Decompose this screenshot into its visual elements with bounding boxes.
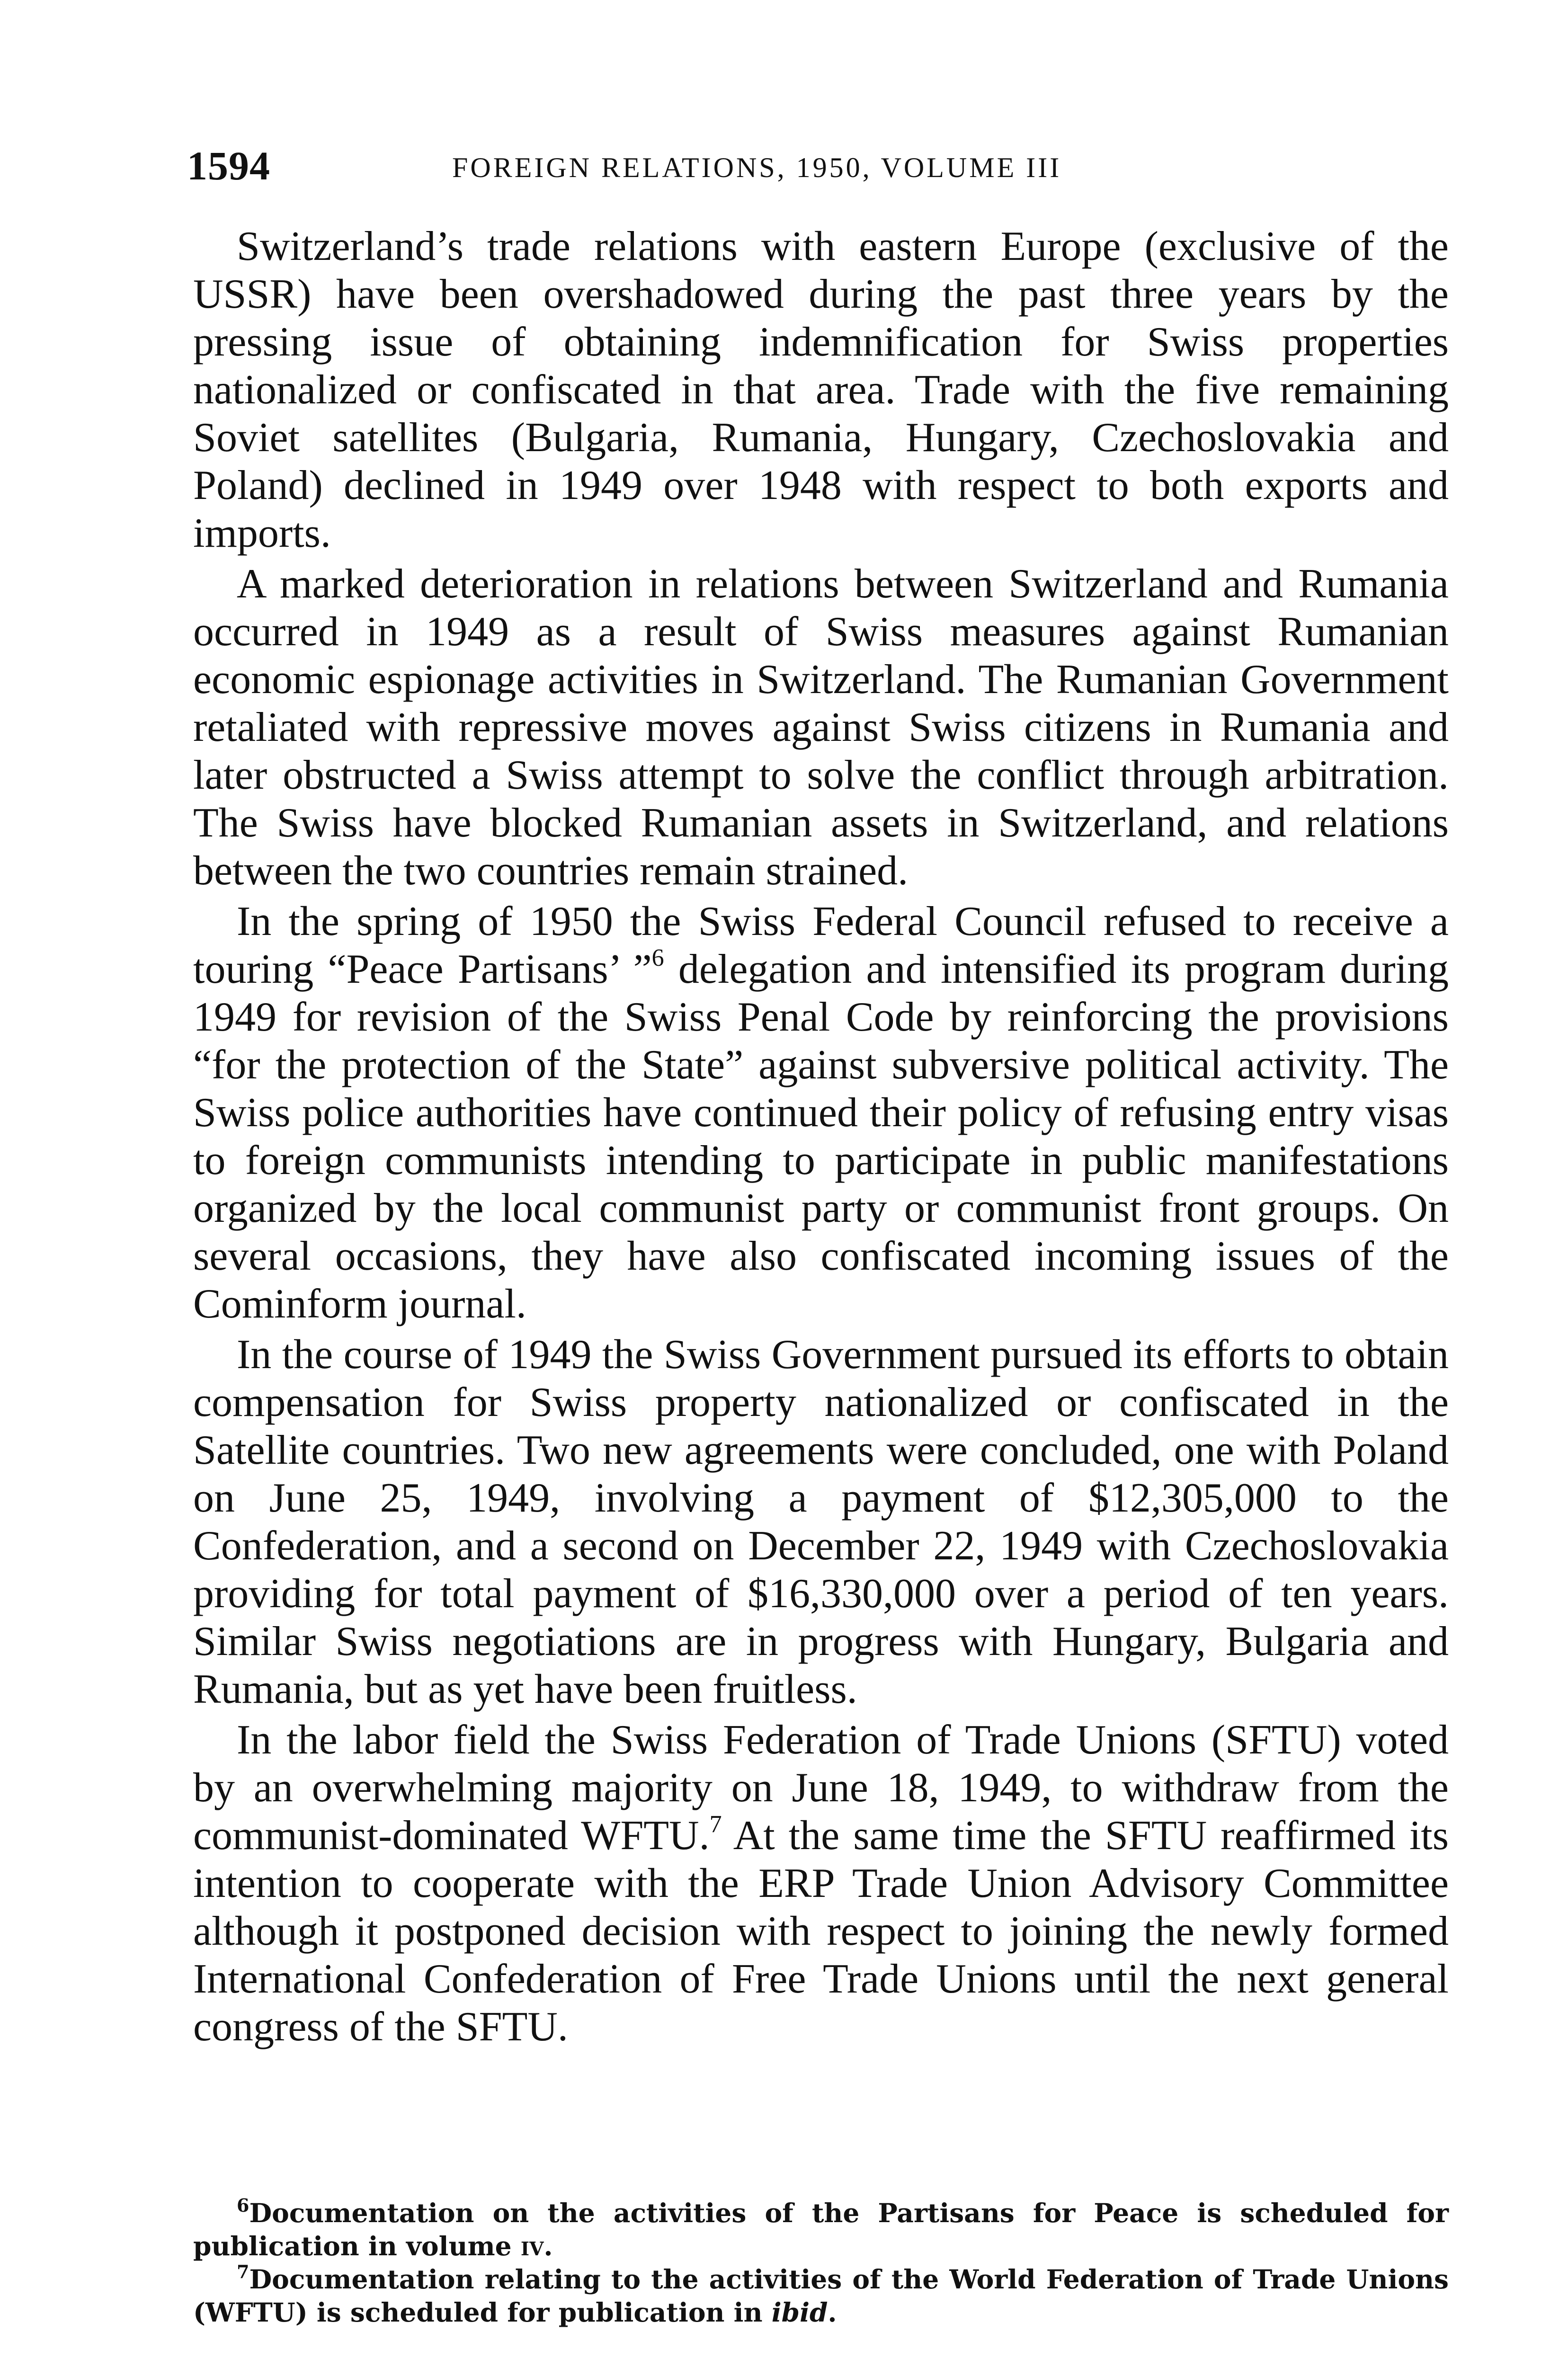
footnotes bbox=[193, 2197, 1449, 2329]
footnote-volume: iv bbox=[520, 2231, 544, 2261]
footnote-mark: 6 bbox=[237, 2195, 249, 2216]
paragraph-text: In the spring of 1950 the Swiss Federal Council refused to receive a touring “Peace Partisans’ ” bbox=[193, 899, 1449, 992]
page-header bbox=[187, 142, 1465, 199]
footnote-ibid: ibid bbox=[771, 2297, 828, 2328]
paragraph-labor-field bbox=[193, 1716, 1449, 2051]
paragraph-trade-relations: Switzerland’s trade relations with eastern Europe (exclusive of the USSR) have been overshadowed during the past three years by the pressing issue of obtaining indemnification for Swiss properties nationalized or confiscated in that area. Trade with the five remaining Soviet satellites (Bulgaria, Rumania, Hungary, Czechoslovakia and Poland) declined in 1949 over 1948 with respect to both exports and imports. bbox=[193, 223, 1449, 556]
footnote-text: Documentation on the activities of the Partisans for Peace is scheduled for publication in volume bbox=[193, 2198, 1449, 2261]
paragraph-text: delegation and intensified its program during 1949 for revision of the Swiss Penal Code by reinforcing the provisions “for the protection of the State” against subversive political activity. The Swiss police authorities have continued their policy of refusing entry visas to foreign communists intending to participate in public manifestations organized by the local communist party or communist front groups. On several occasions, they have also confiscated incoming issues of the Cominform journal. bbox=[193, 946, 1449, 1327]
footnote-text: Documentation relating to the activities of the World Federation of Trade Unions (WFTU) is scheduled for publication in bbox=[193, 2264, 1449, 2328]
paragraph-compensation: In the course of 1949 the Swiss Government pursued its efforts to obtain compensation for Swiss property nationalized or confiscated in the Satellite countries. Two new agreements were concluded, one with Poland on June 25, 1949, involving a payment of $12,305,000 to the Confederation, and a second on December 22, 1949 with Czechoslovakia providing for total payment of $16,330,000 over a period of ten years. Similar Swiss negotiations are in progress with Hungary, Bulgaria and Rumania, but as yet have been fruitless. bbox=[193, 1332, 1449, 1712]
footnote-reference: 7 bbox=[709, 1811, 722, 1838]
footnote-text: . bbox=[828, 2297, 837, 2328]
page-number: 1594 bbox=[187, 143, 270, 188]
paragraph-peace-partisans bbox=[193, 898, 1449, 1328]
paragraph-rumania-relations: A marked deterioration in relations between Switzerland and Rumania occurred in 1949 as a result of Swiss measures against Rumanian economic espionage activities in Switzerland. The Rumanian Government retaliated with repressive moves against Swiss citizens in Rumania and later obstructed a Swiss attempt to solve the conflict through arbitration. The Swiss have blocked Rumanian assets in Switzerland, and relations between the two countries remain strained. bbox=[193, 561, 1449, 894]
body-text bbox=[193, 222, 1449, 2054]
running-title: FOREIGN RELATIONS, 1950, VOLUME III bbox=[452, 152, 1062, 183]
footnote-text: . bbox=[543, 2231, 553, 2261]
footnote-mark: 7 bbox=[237, 2261, 249, 2282]
footnote-6 bbox=[193, 2197, 1449, 2263]
paragraph-text: At the same time the SFTU reaffirmed its intention to cooperate with the ERP Trade Union Advisory Committee although it postponed decision with respect to joining the newly formed International Confederation of Free Trade Unions until the next general congress of the SFTU. bbox=[193, 1813, 1449, 2050]
paragraph-text: In the labor field the Swiss Federation of Trade Unions (SFTU) voted by an overwhelming majority on June 18, 1949, to withdraw from the communist-dominated WFTU. bbox=[193, 1717, 1449, 1859]
footnote-reference: 6 bbox=[651, 944, 664, 971]
footnote-7 bbox=[193, 2263, 1449, 2329]
